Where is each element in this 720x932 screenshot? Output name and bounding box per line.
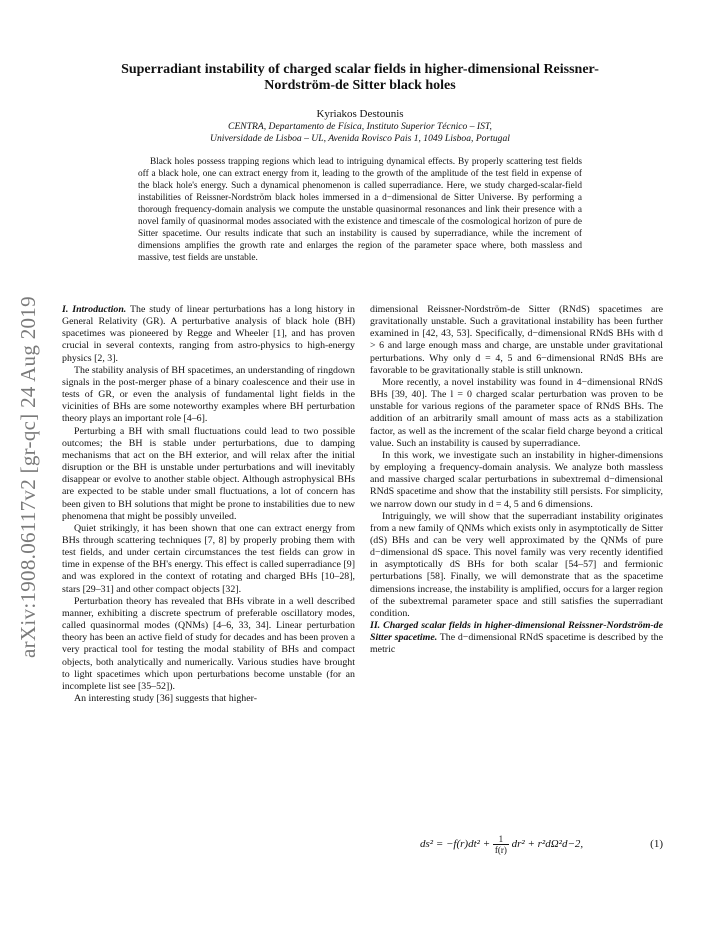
paragraph: In this work, we investigate such an instability in higher-dimensions by employing a frequency-domain analysis. We analyze both massless and massive charged scalar perturbations in subextremal d−dimensional RNdS spacetime and show that the instability still persists. For simplicity, we narrow down our study in d = 4, 5 and 6 dimensions.: [370, 449, 663, 510]
paragraph: More recently, a novel instability was found in 4−dimensional RNdS BHs [39, 40]. The l = 0 charged scalar perturbation was proven to be unstable for various regions of the parameter space of RNdS BHs. The addition of an arbitrarily small amount of mass acts as a stabilization factor, as well as the increment of the scalar field charge beyond a critical value. Such an instability is caused by superradiance.: [370, 376, 663, 449]
arxiv-identifier: [8, 248, 44, 668]
paragraph-section-2: [370, 620, 663, 656]
section-heading-charged-scalar-fields: II. Charged scalar fields in higher-dimensional Reissner-Nordström-de Sitter spacetime.: [370, 620, 663, 644]
paragraph-text: The d−dimensional RNdS spacetime is described by the metric: [370, 632, 663, 656]
equation-rhs: dr² + r²dΩ²d−2,: [511, 838, 584, 851]
equation-body: [420, 834, 583, 855]
affiliation: [90, 121, 630, 145]
fraction-numerator: 1: [493, 834, 509, 845]
paragraph: dimensional Reissner-Nordström-de Sitter (RNdS) spacetimes are gravitationally unstable. Such a gravitational instability has been further examined in [42, 43, 53]. Specifically, d−dimensional RNdS BHs with d > 6 and large enough mass and charge, are unstable under gravitational perturbations. Why only d = 4, 5 and 6−dimensional RNdS BHs are favorable to be gravitationally stable is still unknown.: [370, 304, 663, 376]
paragraph: The stability analysis of BH spacetimes, an understanding of ringdown signals in the post-merger phase of a binary coalescence and their use in tests of GR, or even the analysis of fundamental light fields in the vicinities of BHs are some noteworthy examples where BH perturbation theory plays an important role [4–6].: [62, 364, 355, 425]
affiliation-line-2: Universidade de Lisboa – UL, Avenida Rovisco Pais 1, 1049 Lisboa, Portugal: [210, 133, 510, 144]
paragraph: Perturbation theory has revealed that BHs vibrate in a well described manner, exhibiting a discrete spectrum of preferable oscillatory modes, called quasinormal modes (QNMs) [4–6, 33, 34]. Linear perturbation theory has been an active field of study for decades and has been proven a very practical tool for testing the modal stability of BHs and compact objects, both analytically and numerically. Various studies have brought to light spacetimes which upon perturbations become unstable (for an incomplete list see [35–52]).: [62, 595, 355, 692]
equation-lhs: ds² = −f(r)dt² +: [420, 838, 491, 851]
author-name: Kyriakos Destounis: [316, 108, 404, 120]
fraction-denominator: f(r): [494, 845, 507, 855]
paragraph: An interesting study [36] suggests that higher-: [74, 693, 258, 704]
paragraph: Intriguingly, we will show that the superradiant instability originates from a new family of QNMs which exists only in asymptotically de Sitter (dS) BHs and can be very well approximated by the QNMs of pure d−dimensional dS space. This novel family was very recently identified in asymptotically dS BHs for both scalar [54–57] and fermionic perturbations [58]. Finally, we will demonstrate that as the spacetime dimensions increase, the instability is amplified, occurs for a larger region of the subextremal parameter space and still satisfies the superradiant condition.: [370, 510, 663, 619]
section-heading-introduction: I. Introduction.: [62, 304, 127, 315]
right-column: [370, 304, 663, 657]
abstract: Black holes possess trapping regions which lead to intriguing dynamical effects. By properly scattering test fields off a black hole, one can extract energy from it, leading to the growth of the amplitude of the test field in expense of the black hole's energy. Such a dynamical phenomenon is called superradiance. Here, we study charged-scalar-field instabilities of Reissner-Nordström black holes immersed in a d−dimensional de Sitter Universe. By performing a thorough frequency-domain analysis we compute the unstable quasinormal resonances and link their presence with a novel family of quasinormal modes associated with the existence and timescale of the cosmological horizon of pure de Sitter spacetime. Our results indicate that such an instability is caused by superradiance, while the increment of dimensions amplifies the growth rate and enlarges the region of the parameter space where, both massless and massive, test fields are unstable.: [138, 157, 582, 263]
paper-title: Superradiant instability of charged scalar fields in higher-dimensional Reissner-Nordström-de Sitter black holes: [121, 62, 599, 93]
affiliation-line-1: CENTRA, Departamento de Física, Instituto Superior Técnico – IST,: [228, 121, 492, 132]
paragraph-text: The study of linear perturbations has a long history in General Relativity (GR). A perturbative analysis of black hole (BH) spacetimes was pioneered by Regge and Wheeler [1], and has proven crucial in several contexts, ranging from astro-physics to high-energy physics [2, 3].: [62, 304, 355, 364]
equation-1: [370, 832, 663, 858]
paragraph-intro: [62, 304, 355, 365]
equation-number: (1): [650, 838, 663, 850]
paragraph: Perturbing a BH with small fluctuations could lead to two possible outcomes; the BH is stable under perturbations, due to damping mechanisms that act on the BH exterior, and will relax after the initial disruption or the BH is unstable under perturbations and will inevitably disappear or evolve to another stable object. Although astrophysical BHs are expected to be stable under small fluctuations, a lot of concern has been given to BH solutions that might be prone to instabilities due to new phenomena that might be possibly unveiled.: [62, 425, 355, 522]
paragraph: Quiet strikingly, it has been shown that one can extract energy from BHs through scattering techniques [7, 8] by properly probing them with test fields, and under certain circumstances the test fields can grow in time in expense of the BH's energy. This effect is called superradiance [9] and was explored in the context of rotating and charged BHs [10–28], stars [29–31] and other compact objects [32].: [62, 522, 355, 595]
left-column: [62, 304, 355, 705]
arxiv-id-text: arXiv:1908.06117v2 [gr-qc] 24 Aug 2019: [16, 296, 40, 658]
equation-fraction: [493, 834, 509, 855]
